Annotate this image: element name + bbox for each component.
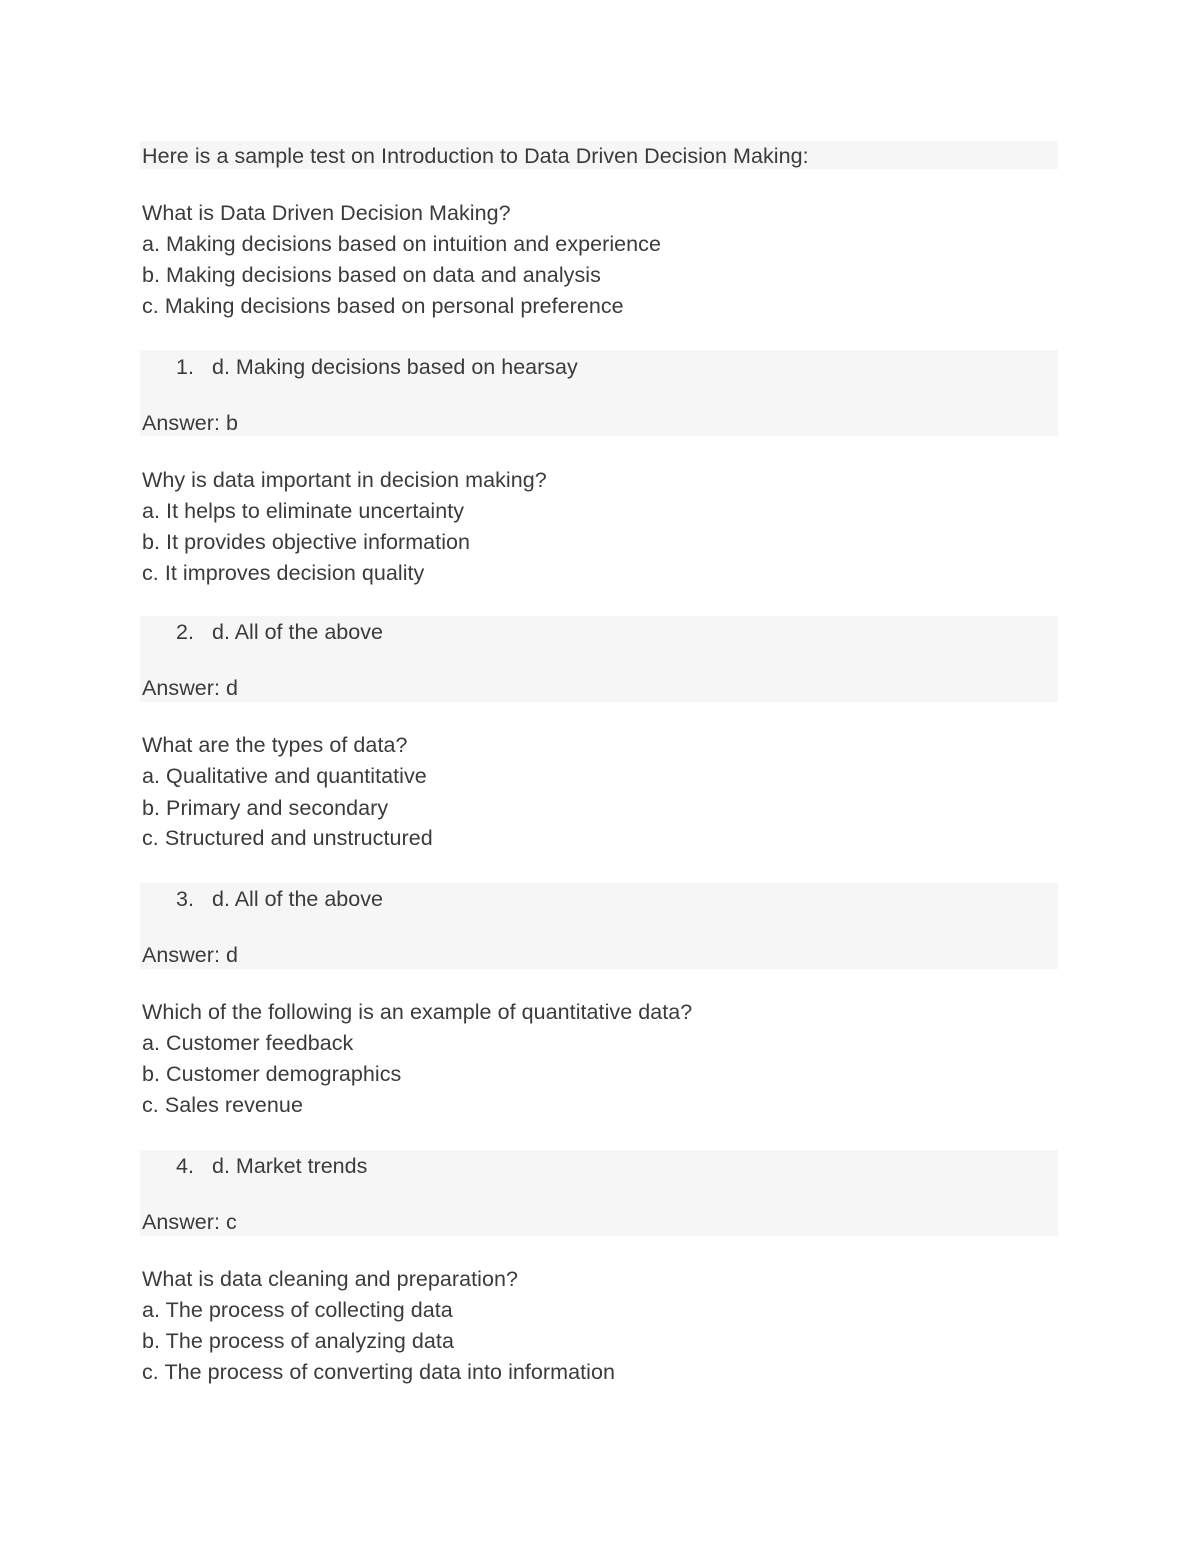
question-2-option-d: d. All of the above	[212, 620, 383, 644]
question-2-text: Why is data important in decision making?	[142, 468, 547, 492]
question-2-option-d-item	[176, 618, 383, 646]
question-5-text: What is data cleaning and preparation?	[142, 1267, 519, 1291]
question-2-option-b: b. It provides objective information	[142, 530, 471, 554]
question-1-option-d-item	[176, 353, 578, 381]
list-number: 3.	[176, 887, 194, 911]
question-3-option-c: c. Structured and unstructured	[142, 826, 433, 850]
question-1-option-d: d. Making decisions based on hearsay	[212, 355, 578, 379]
question-1-answer: Answer: b	[142, 411, 239, 435]
question-1-text: What is Data Driven Decision Making?	[142, 201, 511, 225]
question-3-answer: Answer: d	[142, 943, 239, 967]
question-5-option-b: b. The process of analyzing data	[142, 1329, 454, 1353]
question-4-option-d-item	[176, 1152, 367, 1180]
question-2-option-c: c. It improves decision quality	[142, 561, 425, 585]
question-2-option-a: a. It helps to eliminate uncertainty	[142, 499, 465, 523]
question-5-option-c: c. The process of converting data into information	[142, 1360, 615, 1384]
question-3-option-d-item	[176, 885, 383, 913]
question-3-option-d: d. All of the above	[212, 887, 383, 911]
question-4-option-d: d. Market trends	[212, 1154, 368, 1178]
list-number: 1.	[176, 355, 194, 379]
question-4-answer: Answer: c	[142, 1210, 237, 1234]
list-number: 4.	[176, 1154, 194, 1178]
question-4-option-b: b. Customer demographics	[142, 1062, 402, 1086]
question-3-option-a: a. Qualitative and quantitative	[142, 764, 427, 788]
question-1-option-b: b. Making decisions based on data and analysis	[142, 263, 601, 287]
intro-text: Here is a sample test on Introduction to Data Driven Decision Making:	[142, 144, 809, 168]
question-4-option-a: a. Customer feedback	[142, 1031, 354, 1055]
question-4-text: Which of the following is an example of quantitative data?	[142, 1000, 693, 1024]
question-4-option-c: c. Sales revenue	[142, 1093, 303, 1117]
question-2-answer: Answer: d	[142, 676, 239, 700]
question-3-text: What are the types of data?	[142, 733, 408, 757]
question-1-option-a: a. Making decisions based on intuition and experience	[142, 232, 661, 256]
question-1-option-c: c. Making decisions based on personal preference	[142, 294, 624, 318]
list-number: 2.	[176, 620, 194, 644]
question-5-option-a: a. The process of collecting data	[142, 1298, 453, 1322]
question-3-option-b: b. Primary and secondary	[142, 796, 389, 820]
